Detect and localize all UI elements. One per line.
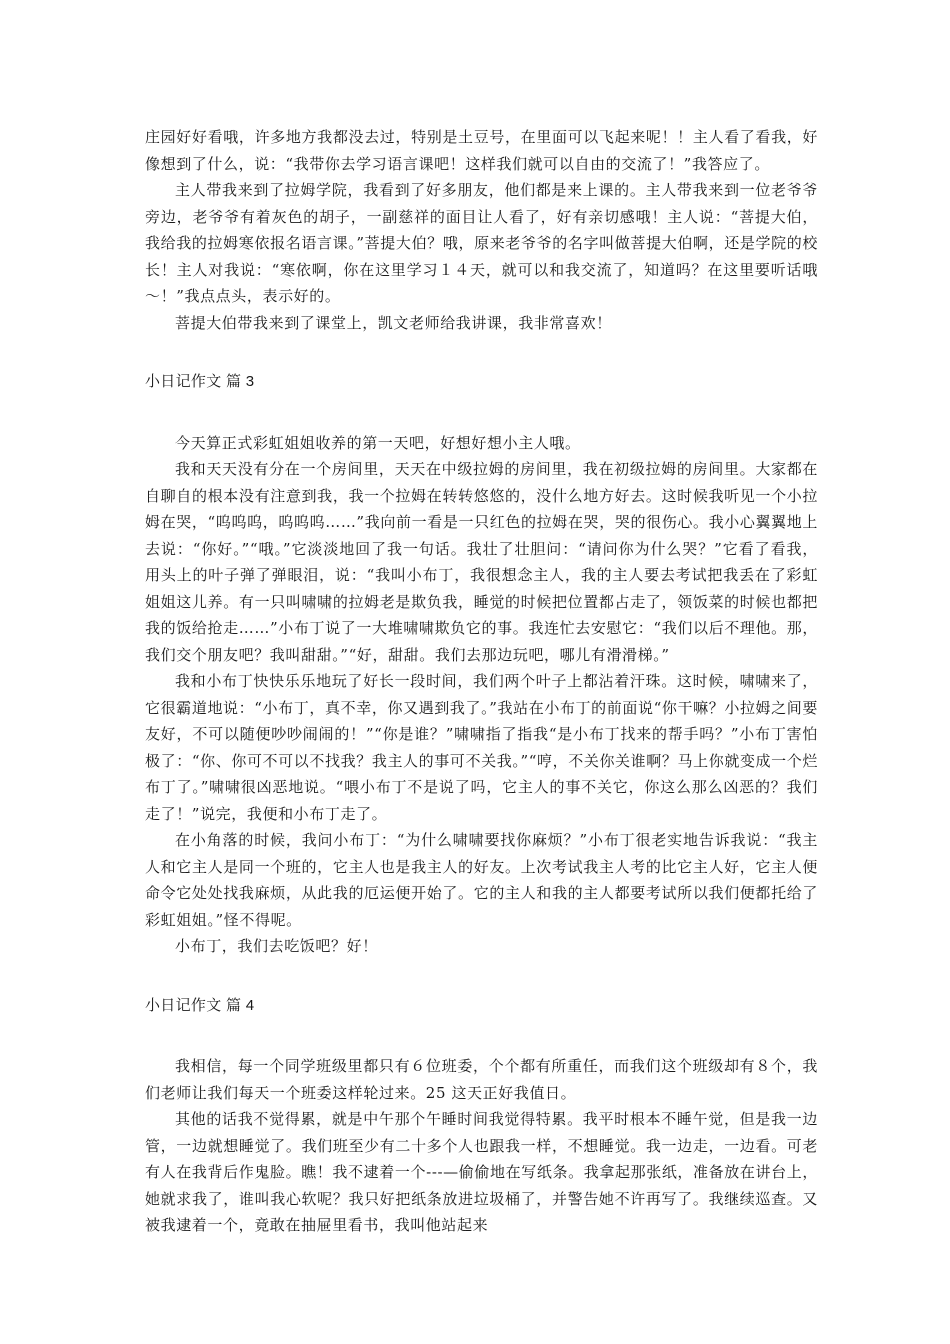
paragraph: 我和天天没有分在一个房间里，天天在中级拉姆的房间里，我在初级拉姆的房间里。大家都在自聊自的根本没有注意到我，我一个拉姆在转转悠悠的，没什么地方好去。这时候我听见一个小拉姆在哭，“呜呜呜，呜呜呜……”我向前一看是一只红色的拉姆在哭，哭的很伤心。我小心翼翼地上去说：“你好。”“哦。”它淡淡地回了我一句话。我壮了壮胆问：“请问你为什么哭？”它看了看我，用头上的叶子弹了弹眼泪，说：“我叫小布丁，我很想念主人，我的主人要去考试把我丢在了彩虹姐姐这儿养。有一只叫啸啸的拉姆老是欺负我，睡觉的时候把位置都占走了，领饭菜的时候也都把我的饭给抢走……”小布丁说了一大堆啸啸欺负它的事。我连忙去安慰它：“我们以后不理他。那，我们交个朋友吧？我叫甜甜。”“好，甜甜。我们去那边玩吧，哪儿有滑滑梯。”: [145, 460, 818, 664]
paragraph: 我和小布丁快快乐乐地玩了好长一段时间，我们两个叶子上都沾着汗珠。这时候，啸啸来了，它很霸道地说：“小布丁，真不幸，你又遇到我了。”我站在小布丁的前面说“你干嘛？小拉姆之间要友好，不可以随便吵吵闹闹的！”“你是谁？”啸啸指了指我“是小布丁找来的帮手吗？”小布丁害怕极了：“你、你可不可以不找我？我主人的事可不关我。”“哼，不关你关谁啊？马上你就变成一个烂布丁了。”啸啸很凶恶地说。“喂小布丁不是说了吗，它主人的事不关它，你这么那么凶恶的？我们走了！”说完，我便和小布丁走了。: [145, 672, 818, 823]
section-heading: 小日记作文 篇 3: [145, 373, 255, 390]
paragraph: 我相信，每一个同学班级里都只有６位班委，个个都有所重任，而我们这个班级却有８个，我们老师让我们每天一个班委这样轮过来。25 这天正好我值日。: [145, 1057, 818, 1102]
section-heading: 小日记作文 篇 4: [145, 996, 255, 1014]
paragraph: 庄园好好看哦，许多地方我都没去过，特别是土豆号，在里面可以飞起来呢！！主人看了看我，好像想到了什么，说：“我带你去学习语言课吧！这样我们就可以自由的交流了！”我答应了。: [145, 128, 818, 173]
paragraph: 主人带我来到了拉姆学院，我看到了好多朋友，他们都是来上课的。主人带我来到一位老爷爷旁边，老爷爷有着灰色的胡子，一副慈祥的面目让人看了，好有亲切感哦！主人说：“菩提大伯，我给我的拉姆寒依报名语言课。”菩提大伯？哦，原来老爷爷的名字叫做菩提大伯啊，还是学院的校长！主人对我说：“寒依啊，你在这里学习１４天，就可以和我交流了，知道吗？在这里要听话哦～！”我点点头，表示好的。: [145, 181, 818, 305]
paragraph: 其他的话我不觉得累，就是中午那个午睡时间我觉得特累。我平时根本不睡午觉，但是我一边管，一边就想睡觉了。我们班至少有二十多个人也跟我一样，不想睡觉。我一边走，一边看。可老有人在我背后作鬼脸。瞧！我不逮着一个---—偷偷地在写纸条。我拿起那张纸，准备放在讲台上，她就求我了，谁叫我心软呢？我只好把纸条放进垃圾桶了，并警告她不许再写了。我继续巡查。又被我逮着一个，竟敢在抽屉里看书，我叫他站起来: [145, 1110, 818, 1234]
paragraph: 菩提大伯带我来到了课堂上，凯文老师给我讲课，我非常喜欢！: [175, 313, 612, 332]
paragraph: 今天算正式彩虹姐姐收养的第一天吧，好想好想小主人哦。: [175, 433, 581, 452]
document-page: [145, 124, 818, 1239]
paragraph: 小布丁，我们去吃饭吧？好！: [175, 937, 378, 955]
paragraph: 在小角落的时候，我问小布丁：“为什么啸啸要找你麻烦？”小布丁很老实地告诉我说：“我主人和它主人是同一个班的，它主人也是我主人的好友。上次考试我主人考的比它主人好，它主人便命令它处处找我麻烦，从此我的厄运便开始了。它的主人和我的主人都要考试所以我们便都托给了彩虹姐姐。”怪不得呢。: [145, 831, 818, 929]
